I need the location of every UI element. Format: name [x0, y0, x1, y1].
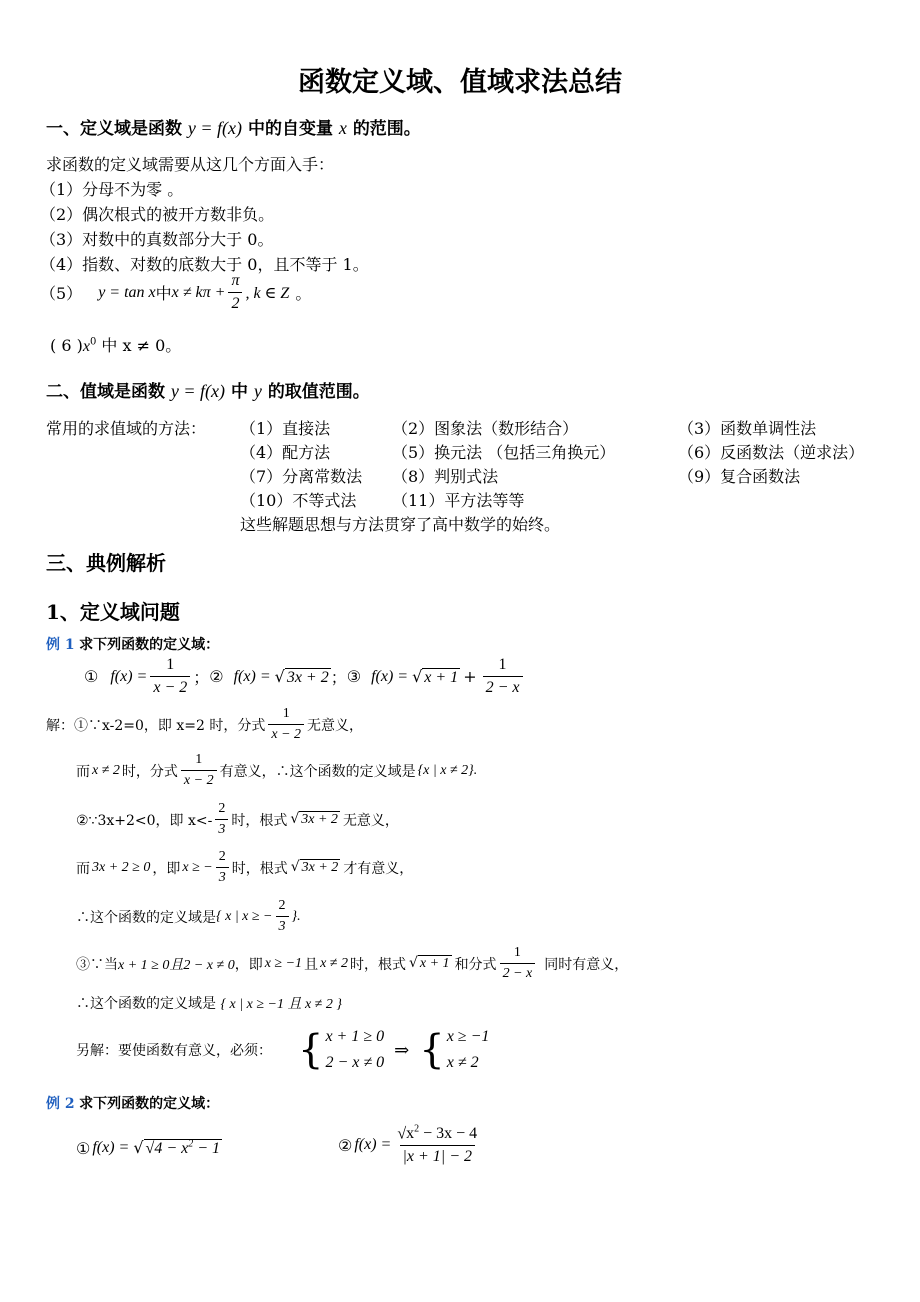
f3-radicand: x + 1	[424, 668, 459, 686]
sol-l2-b: 时，分式	[121, 763, 178, 780]
condition-5-tail: , k ∈ Z	[245, 284, 290, 302]
sol-l6-b: ，即	[234, 956, 263, 973]
f3-sqrt: √ x + 1	[412, 666, 459, 686]
alternative-solution	[76, 1024, 489, 1076]
ex2-f2-lhs: f(x) =	[354, 1136, 392, 1154]
sol-l4-a: 而	[76, 860, 90, 877]
ex2-f1-sup: 2	[188, 1138, 194, 1150]
ex2-f1-outer-sqrt: √ $√4 - x^2 - 1$	[133, 1138, 221, 1157]
example-2-function-2	[338, 1124, 483, 1166]
method-9: （9）复合函数法	[678, 467, 801, 486]
f3-fraction	[483, 656, 523, 697]
fraction-numerator: π	[231, 272, 240, 289]
sol-l3-radicand: 3x + 2	[301, 812, 338, 827]
section-2-mid: 中	[230, 382, 248, 402]
solution-line-1	[46, 706, 363, 743]
ex2-f1-lhs: f(x) =	[92, 1139, 130, 1156]
sol-l1-fraction	[268, 706, 304, 743]
solution-line-2	[76, 752, 477, 789]
method-1: （1）直接法	[240, 419, 331, 438]
solution-line-7	[76, 993, 342, 1013]
system-1	[298, 1024, 384, 1076]
section-2-suffix: 的取值范围。	[267, 382, 370, 402]
method-10: （10）不等式法	[240, 491, 357, 510]
f2-sep: ；	[330, 668, 347, 687]
sol-l4-m2: x ≥ −	[182, 859, 213, 875]
method-3: （3）函数单调性法	[678, 419, 817, 438]
example-1-label: 例 1	[46, 637, 75, 653]
condition-5-label: （5）	[40, 284, 83, 303]
condition-4: （4）指数、对数的底数大于 0，且不等于 1。	[40, 255, 369, 274]
f2-lhs: f(x) =	[233, 667, 271, 685]
section-3-heading: 三、典例解析	[46, 551, 166, 575]
alt-text: 另解：要使函数有意义，必须：	[76, 1043, 272, 1059]
section-1-mid: 中的自变量	[247, 119, 333, 139]
example-2-text: 求下列函数的定义域：	[79, 1096, 220, 1112]
section-2-eq: y = f(x)	[170, 381, 226, 401]
f2-radicand: 3x + 2	[286, 668, 329, 686]
sol-l3-sqrt: √ 3x + 2	[290, 811, 338, 827]
example-2-heading	[46, 1093, 219, 1113]
sol-l5-den: 3	[276, 916, 289, 935]
sol-l1-b: 无意义，	[307, 717, 364, 734]
f1-numerator: 1	[166, 656, 175, 673]
pi-over-2-fraction	[228, 272, 242, 313]
system-1-row-2: 2 − x ≠ 0	[325, 1054, 385, 1071]
f3-numerator: 1	[498, 656, 507, 673]
sol-l3-c: 无意义，	[342, 812, 399, 829]
sol-l6-d: 时，根式	[349, 956, 406, 973]
sol-l4-num: 2	[218, 849, 226, 864]
sol-l4-fraction	[216, 849, 229, 886]
implies-arrow: ⇒	[394, 1039, 410, 1061]
sol-l5-num: 2	[278, 898, 286, 913]
ex2-f1-inner: 4 − x	[154, 1140, 189, 1157]
f3-denominator: 2 − x	[483, 676, 523, 697]
sol-l6-a: ③∵当	[76, 956, 118, 973]
condition-5-cond: x ≠ kπ +	[171, 283, 226, 301]
sol-l6-c: 且	[304, 956, 319, 973]
sol-l6-m: x + 1 ≥ 0且2 − x ≠ 0	[118, 957, 235, 973]
ex2-f2-fraction	[394, 1124, 480, 1166]
sol-l4-den: 3	[216, 867, 229, 886]
condition-1: （1）分母不为零 。	[40, 180, 184, 199]
example-1-heading	[46, 634, 219, 654]
f1-sep: ；	[193, 668, 210, 687]
sol-l5-fraction	[276, 898, 289, 935]
sol-l5-set: { x | x ≥ −	[216, 908, 273, 924]
left-brace-2: {	[419, 1027, 445, 1073]
circle-1: ①	[84, 667, 99, 686]
sol-l1-a: 解：①∵x-2=0，即 x=2 时，分式	[46, 717, 266, 734]
system-1-row-1: x + 1 ≥ 0	[325, 1028, 385, 1045]
sol-l7-set: { x | x ≥ −1 且 x ≠ 2 }	[220, 997, 342, 1012]
section-1-x: x	[338, 118, 347, 138]
solution-line-3	[76, 801, 399, 838]
condition-6-label: ( 6 )	[50, 336, 83, 355]
method-8: （8）判别式法	[392, 467, 499, 486]
sol-l4-d: 才有意义，	[343, 860, 414, 877]
circle-2: ②	[209, 667, 224, 686]
sol-l3-num: 2	[218, 801, 226, 816]
solution-line-6	[76, 945, 628, 982]
example-2-function-1	[76, 1138, 222, 1158]
sol-l2-den: x − 2	[181, 770, 217, 789]
sol-l3-fraction	[215, 801, 228, 838]
sol-l3-a: ②∵3x+2<0，即 x<-	[76, 812, 213, 829]
ex2-circle-2: ②	[338, 1135, 353, 1155]
sol-l4-sqrt: √ 3x + 2	[290, 859, 339, 875]
sol-l4-b: ，即	[152, 860, 181, 877]
sol-l2-m: x ≠ 2	[92, 762, 120, 778]
ex2-f2-radicand	[406, 1125, 477, 1142]
method-11: （11）平方法等等	[392, 491, 525, 510]
condition-2: （2）偶次根式的被开方数非负。	[40, 205, 275, 224]
solution-line-5	[76, 898, 301, 935]
condition-6-end: 。	[165, 336, 182, 355]
section-2-y: y	[253, 381, 262, 401]
example-2-label: 例 2	[46, 1096, 75, 1112]
condition-6-sup: 0	[89, 336, 97, 348]
solution-line-4	[76, 849, 413, 886]
sol-l5-a: ∴这个函数的定义域是	[76, 909, 216, 926]
sol-l1-num: 1	[282, 706, 290, 721]
sol-l7-a: ∴这个函数的定义域是	[76, 996, 216, 1012]
ex2-f1-tail: − 1	[197, 1140, 221, 1157]
methods-label: 常用的求值域的方法：	[46, 419, 207, 438]
sol-l6-fraction	[500, 945, 536, 982]
sol-l6-num: 1	[513, 945, 521, 960]
section-1-prefix: 一、定义域是函数	[46, 119, 182, 139]
method-5: （5）换元法 （包括三角换元）	[392, 443, 616, 462]
intro-text: 求函数的定义域需要从这几个方面入手：	[46, 155, 335, 174]
system-2	[419, 1024, 489, 1076]
sol-l3-b: 时，根式	[231, 812, 288, 829]
condition-6	[50, 333, 181, 356]
circle-3: ③	[346, 667, 362, 686]
ex2-f2-sup: 2	[414, 1124, 420, 1135]
method-6: （6）反函数法（逆求法）	[678, 443, 865, 462]
example-1-functions	[84, 656, 526, 697]
ex2-circle-1: ①	[76, 1138, 91, 1158]
sol-l5-end: }.	[291, 908, 301, 924]
methods-note: 这些解题思想与方法贯穿了高中数学的始终。	[240, 515, 561, 534]
ex2-f1-outer-radicand: $√4 - x^2 - 1$	[145, 1138, 221, 1157]
sol-l1-den: x − 2	[268, 724, 304, 743]
method-7: （7）分离常数法	[240, 467, 363, 486]
section-1-heading	[46, 114, 421, 139]
sol-l6-radicand: x + 1	[419, 956, 450, 971]
sol-l6-den: 2 − x	[500, 963, 536, 982]
sol-l6-sqrt: √ x + 1	[408, 955, 450, 971]
condition-5-end: 。	[295, 284, 312, 303]
example-1-text: 求下列函数的定义域：	[79, 637, 220, 653]
sol-l4-m: 3x + 2 ≥ 0	[92, 859, 151, 875]
left-brace-1: {	[298, 1027, 324, 1073]
condition-3: （3）对数中的真数部分大于 0。	[40, 230, 274, 249]
sol-l6-f: 同时有意义，	[544, 956, 629, 973]
sol-l2-fraction	[181, 752, 217, 789]
condition-5-mid: 中	[155, 284, 172, 303]
condition-5	[40, 272, 311, 313]
system-2-row-1: x ≥ −1	[446, 1028, 490, 1045]
sol-l2-a: 而	[76, 763, 90, 780]
section-1-suffix: 的范围。	[352, 119, 421, 139]
sol-l2-set: {x | x ≠ 2}.	[417, 762, 478, 778]
sol-l6-m3: x ≠ 2	[320, 955, 348, 971]
section-1-eq: y = f(x)	[187, 118, 243, 138]
condition-5-expr: y = tan x	[98, 283, 156, 301]
f2-sqrt: √ 3x + 2	[274, 666, 329, 686]
sol-l2-num: 1	[195, 752, 203, 767]
method-4: （4）配方法	[240, 443, 331, 462]
condition-6-x: x	[82, 338, 90, 355]
sol-l6-m2: x ≥ −1	[264, 955, 303, 971]
f1-denominator: x − 2	[150, 676, 190, 697]
ex2-f2-radtail: − 3x − 4	[423, 1125, 478, 1143]
section-2-heading	[46, 377, 370, 402]
f1-fraction	[150, 656, 190, 697]
method-2: （2）图象法（数形结合）	[392, 419, 579, 438]
f3-lhs: f(x) =	[371, 667, 409, 685]
subsection-1-heading: 1、定义域问题	[46, 600, 180, 624]
sol-l4-c: 时，根式	[231, 860, 288, 877]
page-title: 函数定义域、值域求法总结	[298, 67, 622, 98]
ex2-f2-numerator: $√x^2 - 3x - 4$	[397, 1124, 478, 1143]
condition-6-mid: 中 x ≠ 0	[101, 336, 166, 355]
f1-lhs: f(x) =	[110, 667, 148, 685]
system-2-row-2: x ≠ 2	[446, 1054, 479, 1071]
f3-plus: +	[463, 667, 477, 686]
sol-l2-c: 有意义，∴这个函数的定义域是	[219, 763, 416, 780]
sol-l6-e: 和分式	[454, 956, 497, 973]
section-2-prefix: 二、值域是函数	[46, 382, 165, 402]
ex2-f2-rad-x: x	[406, 1125, 415, 1143]
sol-l3-den: 3	[215, 819, 228, 838]
ex2-f1-inner-radicand	[154, 1139, 193, 1157]
sol-l4-radicand: 3x + 2	[301, 860, 339, 875]
fraction-denominator: 2	[228, 292, 242, 313]
ex2-f2-denominator: |x + 1| − 2	[400, 1145, 476, 1166]
